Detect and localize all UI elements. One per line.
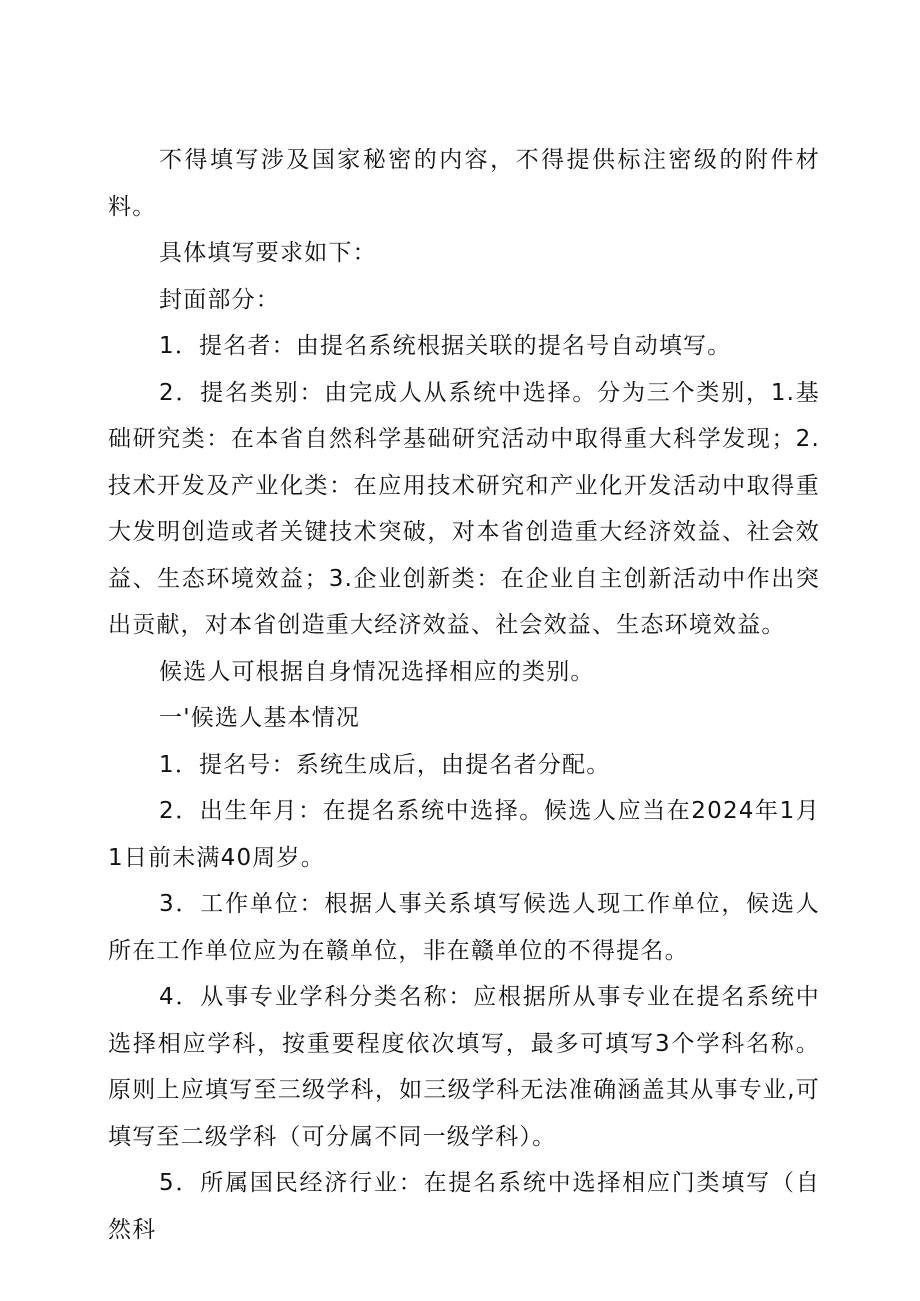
paragraph-category-choice: 候选人可根据自身情况选择相应的类别。 [159,658,595,685]
document-body [108,137,820,1253]
paragraph-work-unit: 3．工作单位：根据人事关系填写候选人现工作单位，候选人所在工作单位应为在赣单位，非在赣单位的不得提名。 [108,891,820,964]
paragraph-nomination-number: 1．提名号：系统生成后，由提名者分配。 [159,751,611,778]
paragraph-birth-date: 2．出生年月：在提名系统中选择。候选人应当在2024年1月1日前未满40周岁。 [108,798,820,871]
paragraph-nominator: 1．提名者：由提名系统根据关联的提名号自动填写。 [159,333,732,359]
paragraph-cover-section-heading: 封面部分： [159,286,280,313]
paragraph-discipline-classification: 4．从事专业学科分类名称：应根据所从事专业在提名系统中选择相应学科，按重要程度依次填写，最多可填写3个学科名称。原则上应填写至三级学科，如三级学科无法准确涵盖其从事专业,可填写至二级学科（可分属不同一级学科）。 [108,984,820,1150]
paragraph-nomination-category: 2．提名类别：由完成人从系统中选择。分为三个类别，1.基础研究类：在本省自然科学基础研究活动中取得重大科学发现；2.技术开发及产业化类：在应用技术研究和产业化开发活动中取得重大发明创造或者关键技术突破，对本省创造重大经济效益、社会效益、生态环境效益；3.企业创新类：在企业自主创新活动中作出突出贡献，对本省创造重大经济效益、社会效益、生态环境效益。 [108,379,820,638]
paragraph-requirements-intro: 具体填写要求如下： [159,240,377,266]
paragraph-economic-industry: 5．所属国民经济行业：在提名系统中选择相应门类填写（自然科 [108,1170,820,1243]
paragraph-confidentiality-note: 不得填写涉及国家秘密的内容，不得提供标注密级的附件材料。 [108,147,820,220]
paragraph-candidate-basic-info-heading: 一'候选人基本情况 [159,705,361,731]
